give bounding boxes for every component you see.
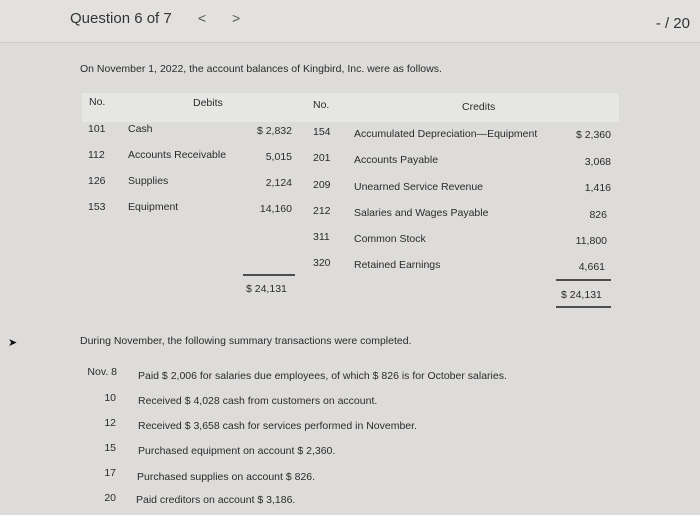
transaction-date: 20: [104, 492, 116, 504]
transaction-date: 12: [104, 417, 116, 429]
credit-account-no: 311: [313, 231, 330, 243]
next-question-button[interactable]: >: [232, 10, 241, 26]
credit-account-no: 154: [313, 126, 331, 138]
credit-account-name: Accounts Payable: [354, 154, 439, 166]
transaction-text: Purchased supplies on account $ 826.: [137, 471, 316, 483]
debit-account-name: Accounts Receivable: [128, 149, 227, 161]
debit-amount: 2,124: [265, 177, 292, 189]
transaction-date: 10: [104, 392, 116, 404]
debit-account-no: 153: [88, 201, 106, 213]
transaction-text: Received $ 4,028 cash from customers on account.: [138, 395, 378, 407]
debit-account-no: 126: [88, 175, 106, 187]
score-display: - / 20: [655, 15, 690, 32]
credit-account-name: Salaries and Wages Payable: [354, 207, 489, 219]
credit-amount: $ 2,360: [575, 129, 611, 141]
debits-no-header: No.: [89, 96, 106, 108]
previous-question-button[interactable]: <: [198, 10, 207, 26]
debits-header: Debits: [193, 97, 223, 109]
transaction-text: Purchased equipment on account $ 2,360.: [138, 445, 336, 457]
debit-account-no: 101: [88, 123, 106, 135]
transaction-date: Nov. 8: [87, 366, 117, 378]
credit-amount: 1,416: [584, 182, 611, 194]
debit-amount: $ 2,832: [256, 125, 292, 137]
problem-intro: On November 1, 2022, the account balances of Kingbird, Inc. were as follows.: [80, 63, 442, 75]
credits-no-header: No.: [313, 99, 330, 111]
debit-total: $ 24,131: [246, 283, 287, 295]
credit-total-double-rule: [556, 306, 611, 308]
credit-amount: 3,068: [584, 156, 611, 168]
debit-account-no: 112: [88, 149, 105, 161]
credit-total: $ 24,131: [561, 289, 602, 301]
question-header: [0, 0, 700, 43]
debit-total-rule: [243, 274, 295, 276]
credit-account-name: Unearned Service Revenue: [354, 181, 483, 193]
credit-account-no: 201: [313, 152, 331, 164]
transaction-text: Paid $ 2,006 for salaries due employees, of which $ 826 is for October salaries.: [138, 370, 507, 382]
question-label: Question 6 of 7: [70, 10, 172, 27]
credit-account-name: Common Stock: [354, 233, 426, 245]
transactions-intro: During November, the following summary transactions were completed.: [80, 335, 412, 347]
trial-balance-header: [82, 93, 619, 122]
credit-amount: 826: [589, 209, 607, 221]
transaction-text: Received $ 3,658 cash for services performed in November.: [138, 420, 417, 432]
credit-account-no: 209: [313, 179, 331, 191]
credit-amount: 4,661: [578, 261, 605, 273]
credit-account-name: Retained Earnings: [354, 259, 441, 271]
transaction-date: 15: [104, 442, 116, 454]
debit-amount: 14,160: [259, 203, 292, 215]
debit-account-name: Equipment: [128, 201, 179, 213]
credit-account-no: 320: [313, 257, 331, 269]
credit-account-name: Accumulated Depreciation—Equipment: [354, 128, 538, 140]
mouse-cursor-icon: ➤: [8, 337, 18, 349]
debit-account-name: Supplies: [128, 175, 169, 187]
transaction-date: 17: [104, 467, 116, 479]
credits-header: Credits: [462, 101, 496, 113]
transaction-text: Paid creditors on account $ 3,186.: [136, 494, 296, 506]
credit-amount: 11,800: [575, 235, 607, 247]
credit-total-rule: [556, 279, 611, 281]
credit-account-no: 212: [313, 205, 331, 217]
debit-amount: 5,015: [265, 151, 292, 163]
debit-account-name: Cash: [128, 123, 153, 135]
